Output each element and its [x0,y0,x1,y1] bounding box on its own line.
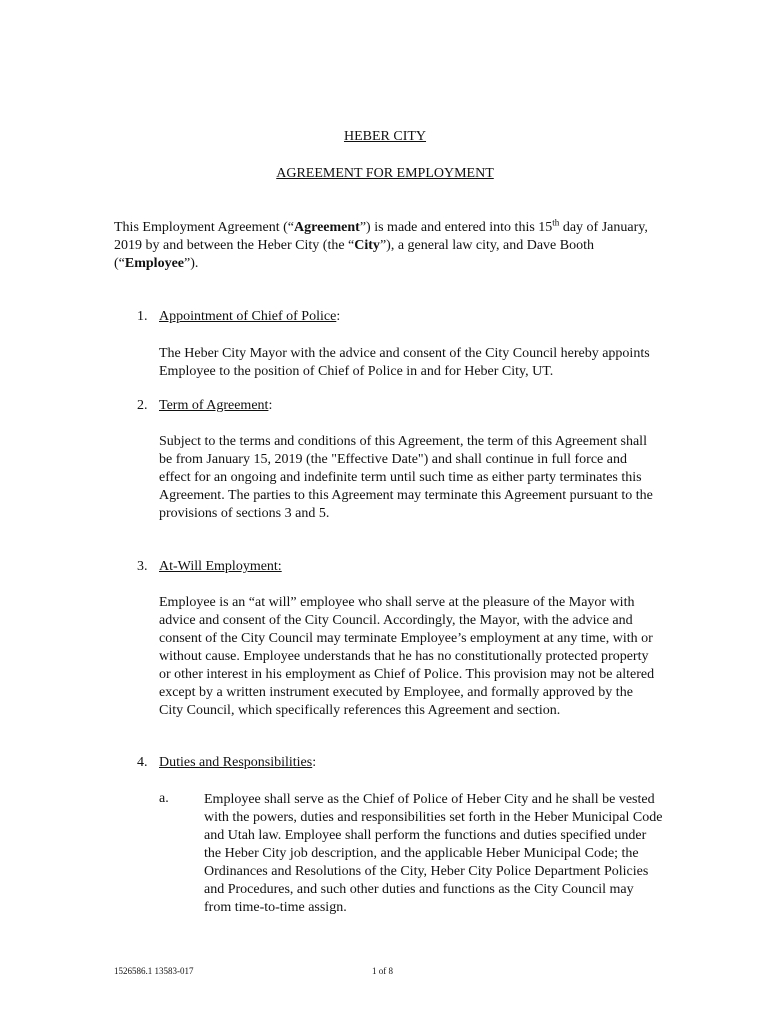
section-number: 1. [137,309,148,324]
section-heading: At-Will Employment: [159,559,282,574]
section-body: Subject to the terms and conditions of this Agreement, the term of this Agreement shall be from January 15, 2019 (the "Effective Date") and shall continue in full force and effect for an ongoing and indefinite term until such time as either party terminates this Agreement. The parties to this Agreement may terminate this Agreement pursuant to the provisions of sections 3 and 5. [159,434,653,521]
section-heading: Duties and Responsibilities: [159,755,317,770]
section-body: The Heber City Mayor with the advice and consent of the City Council hereby appoints Employee to the position of Chief of Police in and for Heber City, UT. [159,346,650,379]
subitem-text: Employee shall serve as the Chief of Police of Heber City and he shall be vested with the powers, duties and responsibilities set forth in the Heber Municipal Code and Utah law. Employee shall perform the functions and duties specified under the Heber City job description, and the applicable Heber Municipal Code; the Ordinances and Resolutions of the City, Heber City Police Department Policies and Procedures, and such other duties and functions as the City Council may from time-to-time assign. [204,792,663,915]
footer-doc-id: 1526586.1 13583-017 [114,966,194,976]
document-title: HEBER CITY [343,129,427,144]
section-number: 2. [137,398,148,413]
section-number: 3. [137,559,148,574]
document-subtitle: AGREEMENT FOR EMPLOYMENT [276,166,494,181]
section-heading: Term of Agreement: [159,398,273,413]
section-heading: Appointment of Chief of Police: [159,309,341,324]
footer-page-number: 1 of 8 [372,966,393,976]
intro-paragraph: This Employment Agreement (“Agreement”) is made and entered into this 15th day of January, 2019 by and between the Heber City (the “City”), a general law city, and Dave Booth (“Employee”). [114,217,648,271]
section-body: Employee is an “at will” employee who shall serve at the pleasure of the Mayor with advice and consent of the City Council. Accordingly, the Mayor, with the advice and consent of the City Council may terminate Employee’s employment at any time, with or without cause. Employee understands that he has no constitutionally protected property or other interest in his employment as Chief of Police. This provision may not be altered except by a written instrument executed by Employee, and formally approved by the City Council, which specifically references this Agreement and section. [159,595,655,718]
subitem-label: a. [159,791,169,806]
section-number: 4. [137,755,148,770]
